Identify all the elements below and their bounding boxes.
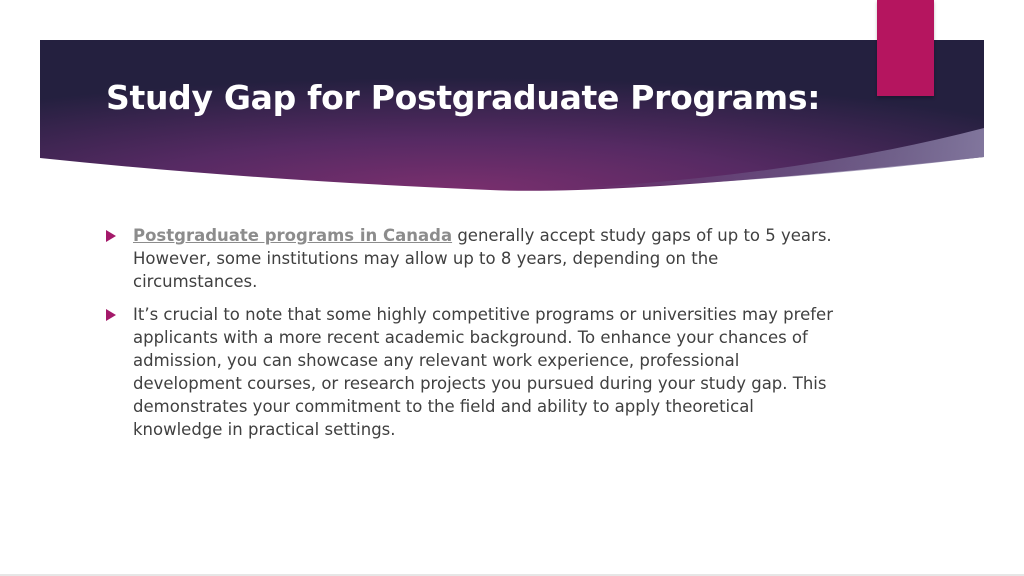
bullet-item [104, 224, 834, 293]
postgraduate-programs-link[interactable]: Postgraduate programs in Canada [133, 226, 453, 245]
triangle-bullet-icon [106, 230, 116, 242]
slide-title: Study Gap for Postgraduate Programs: [106, 78, 821, 117]
bullet-list [104, 224, 834, 451]
triangle-bullet-icon [106, 309, 116, 321]
bullet-item [104, 303, 834, 441]
bullet-text: It’s crucial to note that some highly competitive programs or universities may prefer applicants with a more recent academic background. To enhance your chances of admission, you can showcase any relevant work experience, professional development courses, or research projects you pursued during your study gap. This demonstrates your commitment to the field and ability to apply theoretical knowledge in practical settings. [133, 305, 833, 439]
bullet-text: generally accept study gaps of up to 5 years. However, some institutions may allow up to 8 years, depending on the circumstances. [133, 226, 832, 291]
accent-tab [877, 0, 934, 96]
